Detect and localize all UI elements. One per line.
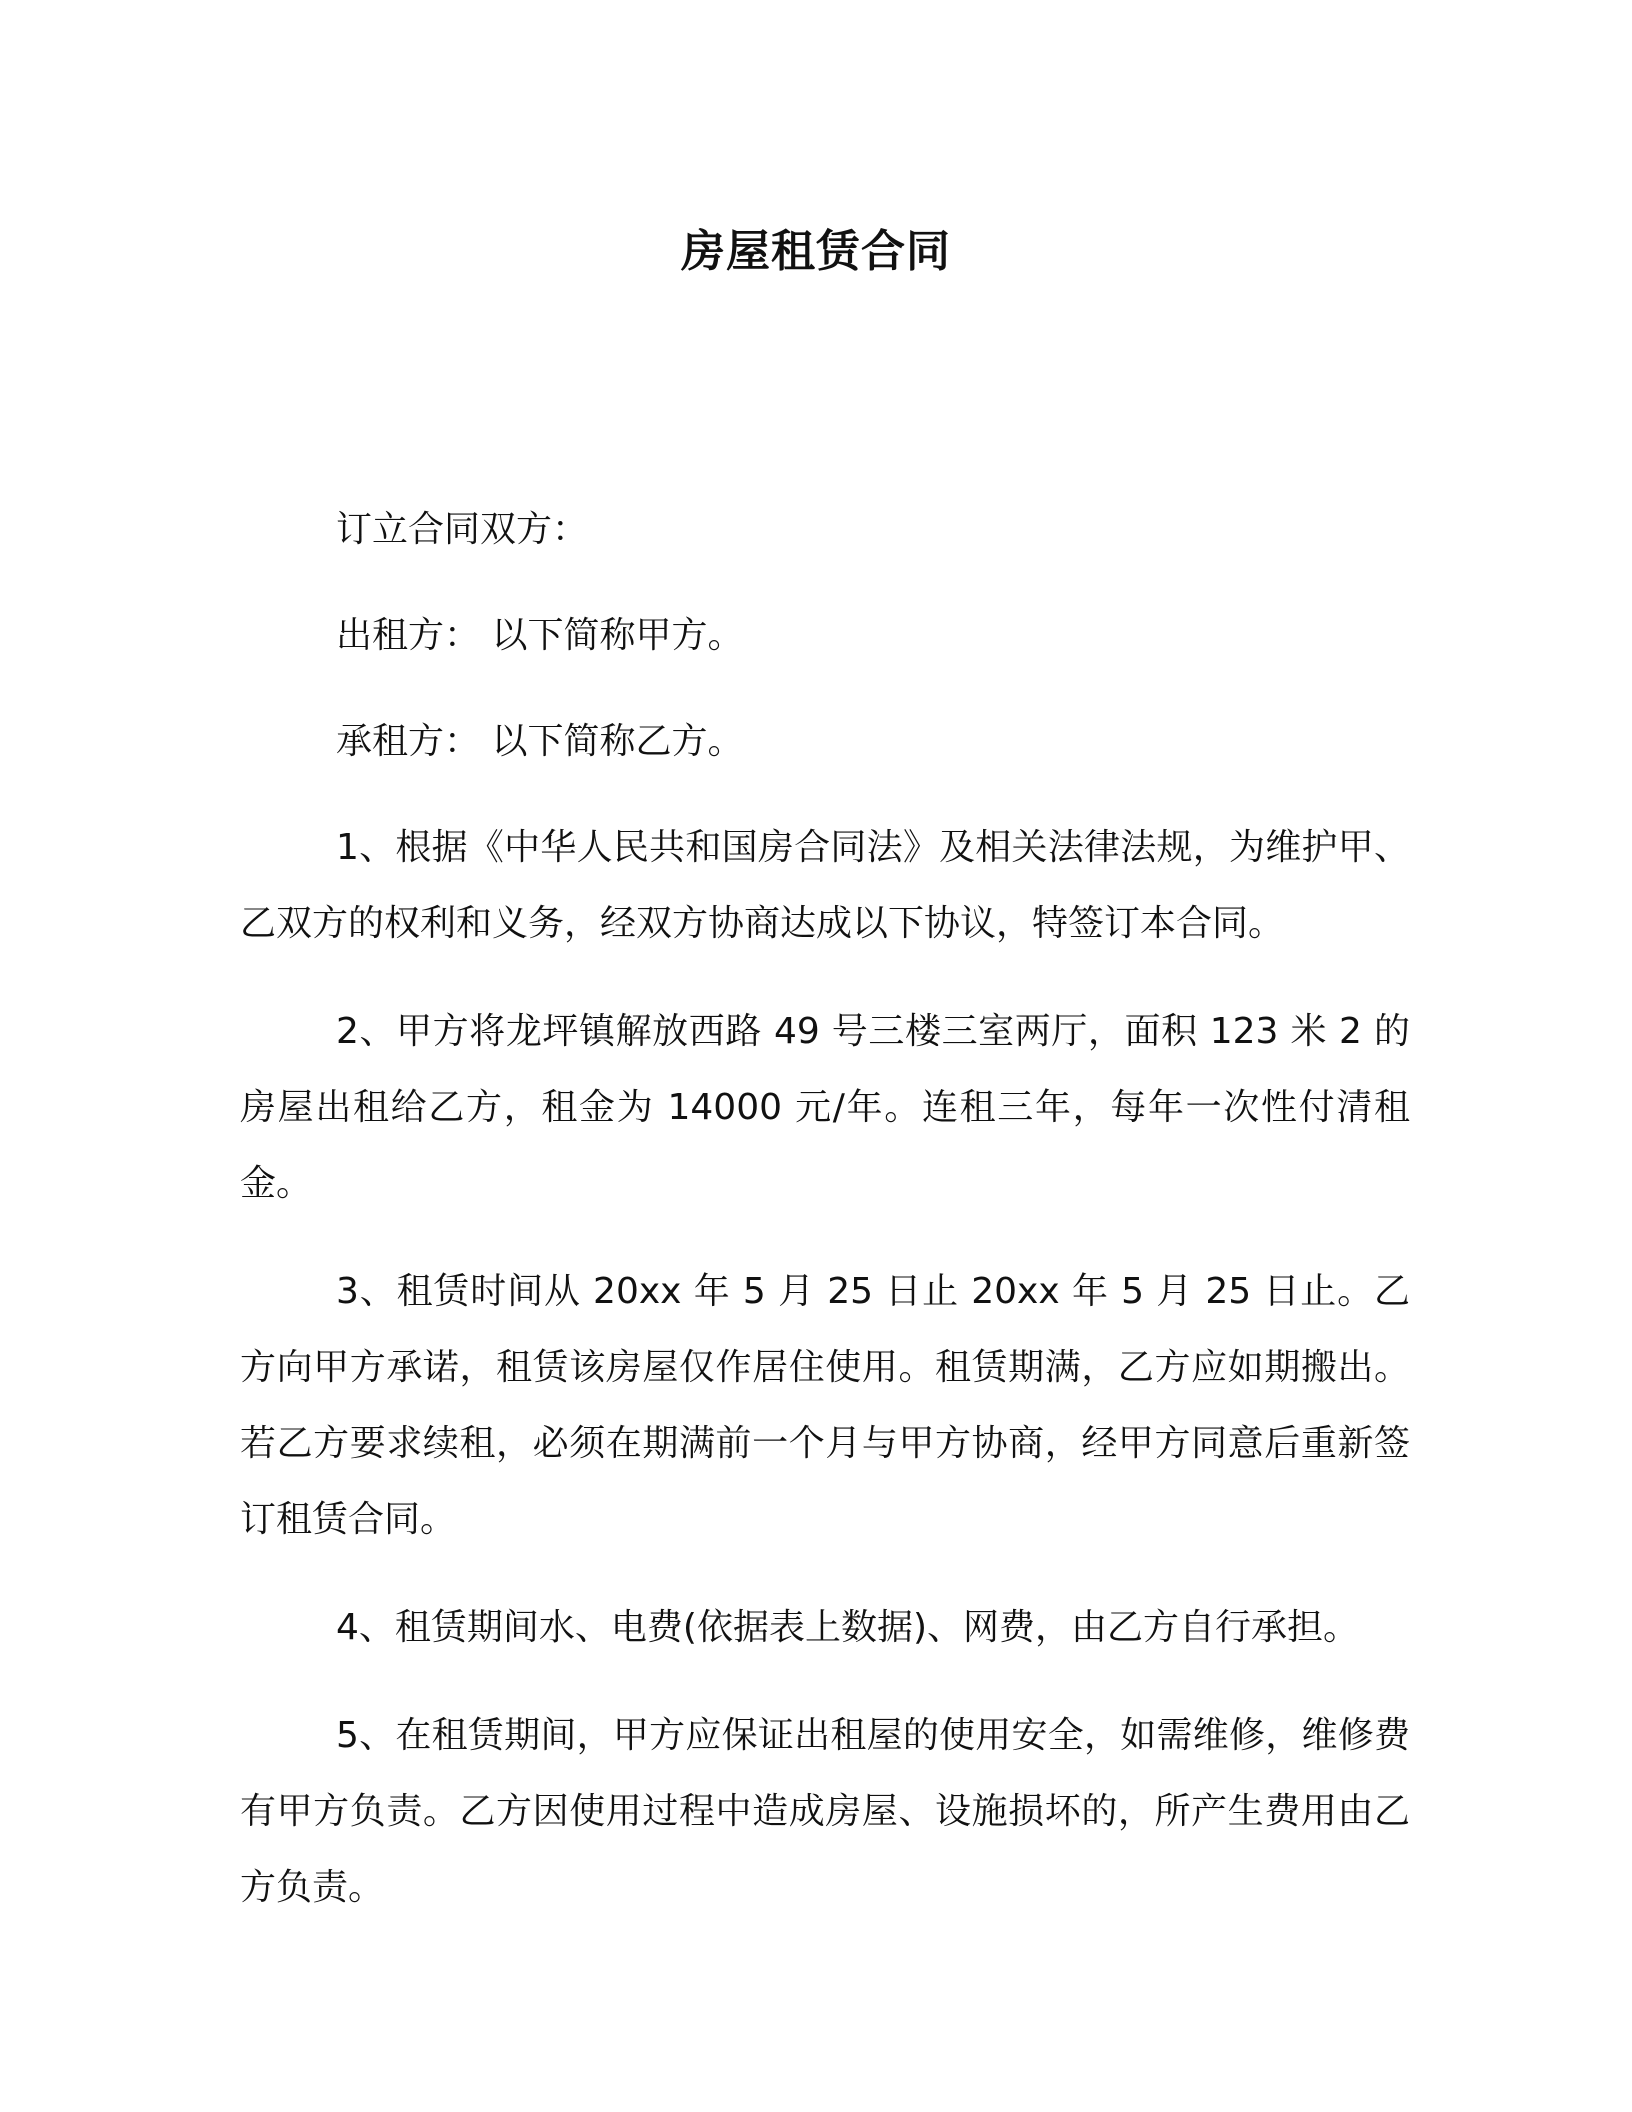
clause-1: 1、根据《中华人民共和国房合同法》及相关法律法规，为维护甲、乙双方的权利和义务，经双方协商达成以下协议，特签订本合同。 <box>240 827 1410 944</box>
parties-intro: 订立合同双方： <box>336 509 589 550</box>
clause-3: 3、租赁时间从 20xx 年 5 月 25 日止 20xx 年 5 月 25 日止。乙方向甲方承诺，租赁该房屋仅作居住使用。租赁期满，乙方应如期搬出。若乙方要求续租，必须在期满前一个月与甲方协商，经甲方同意后重新签订租赁合同。 <box>240 1271 1410 1540</box>
lessor-line: 出租方： 以下简称甲方。 <box>336 615 744 656</box>
lessee-line: 承租方： 以下简称乙方。 <box>336 721 744 762</box>
clause-4: 4、租赁期间水、电费(依据表上数据)、网费，由乙方自行承担。 <box>336 1607 1359 1648</box>
clause-5: 5、在租赁期间，甲方应保证出租屋的使用安全，如需维修，维修费有甲方负责。乙方因使用过程中造成房屋、设施损坏的，所产生费用由乙方负责。 <box>240 1715 1410 1908</box>
document-title: 房屋租赁合同 <box>681 226 951 277</box>
document-body <box>240 492 1410 1958</box>
clause-2: 2、甲方将龙坪镇解放西路 49 号三楼三室两厅，面积 123 米 2 的房屋出租给乙方，租金为 14000 元/年。连租三年，每年一次性付清租金。 <box>240 1011 1410 1204</box>
